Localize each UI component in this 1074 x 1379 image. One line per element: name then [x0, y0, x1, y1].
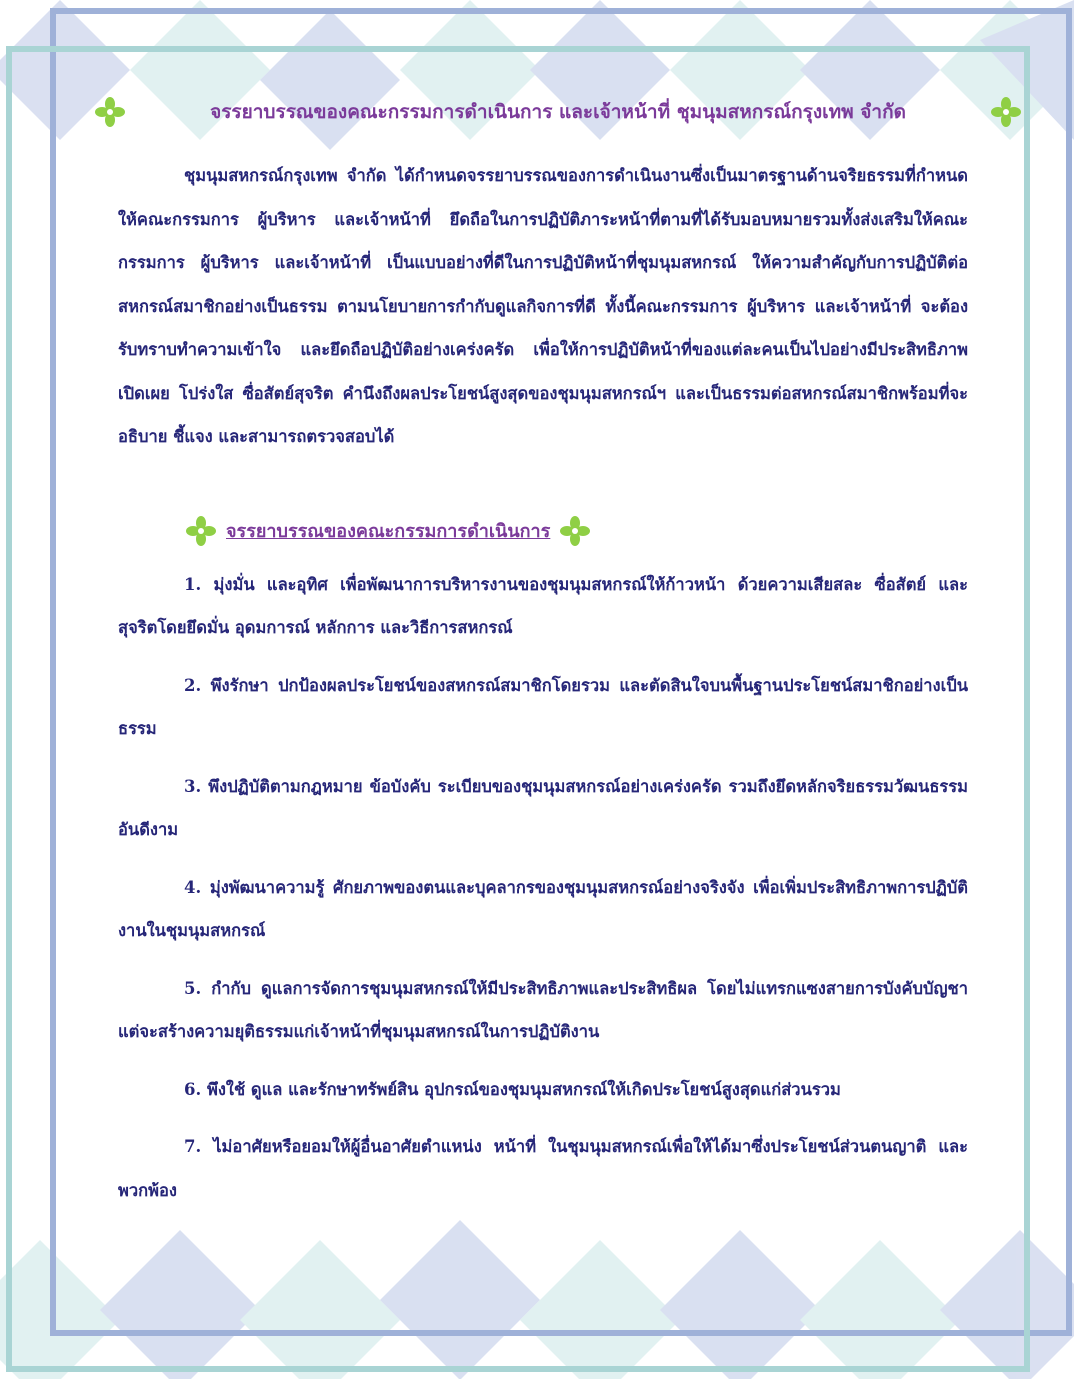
section-heading-row [184, 511, 968, 551]
page-title: จรรยาบรรณของคณะกรรมการดำเนินการ และเจ้าหน้าที่ ชุมนุมสหกรณ์กรุงเทพ จำกัด [210, 101, 906, 123]
list-item: 5. กำกับ ดูแลการจัดการชุมนุมสหกรณ์ให้มีประสิทธิภาพและประสิทธิผล โดยไม่แทรกแซงสายการบังคับบัญชา แต่จะสร้างความยุติธรรมแก่เจ้าหน้าที่ชุมนุมสหกรณ์ในการปฏิบัติงาน [118, 978, 968, 1041]
list-item: 3. พึงปฏิบัติตามกฎหมาย ข้อบังคับ ระเบียบของชุมนุมสหกรณ์อย่างเคร่งครัด รวมถึงยึดหลักจริยธรรมวัฒนธรรมอันดีงาม [118, 776, 968, 839]
clover-icon [184, 514, 218, 548]
list-item: 7. ไม่อาศัยหรือยอมให้ผู้อื่นอาศัยตำแหน่ง หน้าที่ ในชุมนุมสหกรณ์เพื่อให้ได้มาซึ่งประโยชน์ส่วนตนญาติ และพวกพ้อง [118, 1137, 968, 1200]
list-item: 4. มุ่งพัฒนาความรู้ ศักยภาพของตนและบุคลากรของชุมนุมสหกรณ์อย่างจริงจัง เพื่อเพิ่มประสิทธิภาพการปฏิบัติงานในชุมนุมสหกรณ์ [118, 877, 968, 940]
list-item: 1. มุ่งมั่น และอุทิศ เพื่อพัฒนาการบริหารงานของชุมนุมสหกรณ์ให้ก้าวหน้า ด้วยความเสียสละ ซื่อสัตย์ และ สุจริตโดยยึดมั่น อุดมการณ์ หลักการ และวิธีการสหกรณ์ [118, 574, 968, 637]
clover-icon [93, 95, 127, 129]
list-item: 2. พึงรักษา ปกป้องผลประโยชน์ของสหกรณ์สมาชิกโดยรวม และตัดสินใจบนพื้นฐานประโยชน์สมาชิกอย่างเป็นธรรม [118, 675, 968, 738]
clover-icon [989, 95, 1023, 129]
intro-paragraph: ชุมนุมสหกรณ์กรุงเทพ จำกัด ได้กำหนดจรรยาบรรณของการดำเนินงานซึ่งเป็นมาตรฐานด้านจริยธรรมที่กำหนดให้คณะกรรมการ ผู้บริหาร และเจ้าหน้าที่ ยึดถือในการปฏิบัติภาระหน้าที่ตามที่ได้รับมอบหมายรวมทั้งส่งเสริมให้คณะกรรมการ ผู้บริหาร และเจ้าหน้าที่ เป็นแบบอย่างที่ดีในการปฏิบัติหน้าที่ชุมนุมสหกรณ์ ให้ความสำคัญกับการปฏิบัติต่อสหกรณ์สมาชิกอย่างเป็นธรรม ตามนโยบายการกำกับดูแลกิจการที่ดี ทั้งนี้คณะกรรมการ ผู้บริหาร และเจ้าหน้าที่ จะต้องรับทราบทำความเข้าใจ และยึดถือปฏิบัติอย่างเคร่งครัด เพื่อให้การปฏิบัติหน้าที่ของแต่ละคนเป็นไปอย่างมีประสิทธิภาพ เปิดเผย โปร่งใส ซื่อสัตย์สุจริต คำนึงถึงผลประโยชน์สูงสุดของชุมนุมสหกรณ์ฯ และเป็นธรรมต่อสหกรณ์สมาชิกพร้อมที่จะอธิบาย ชี้แจง และสามารถตรวจสอบได้ [118, 166, 968, 446]
clover-icon [558, 514, 592, 548]
section-title: จรรยาบรรณของคณะกรรมการดำเนินการ [226, 521, 551, 542]
list-item: 6. พึงใช้ ดูแล และรักษาทรัพย์สิน อุปกรณ์ของชุมนุมสหกรณ์ให้เกิดประโยชน์สูงสุดแก่ส่วนรวม [184, 1079, 841, 1099]
document-body [118, 90, 968, 1212]
title-row [93, 90, 1023, 134]
